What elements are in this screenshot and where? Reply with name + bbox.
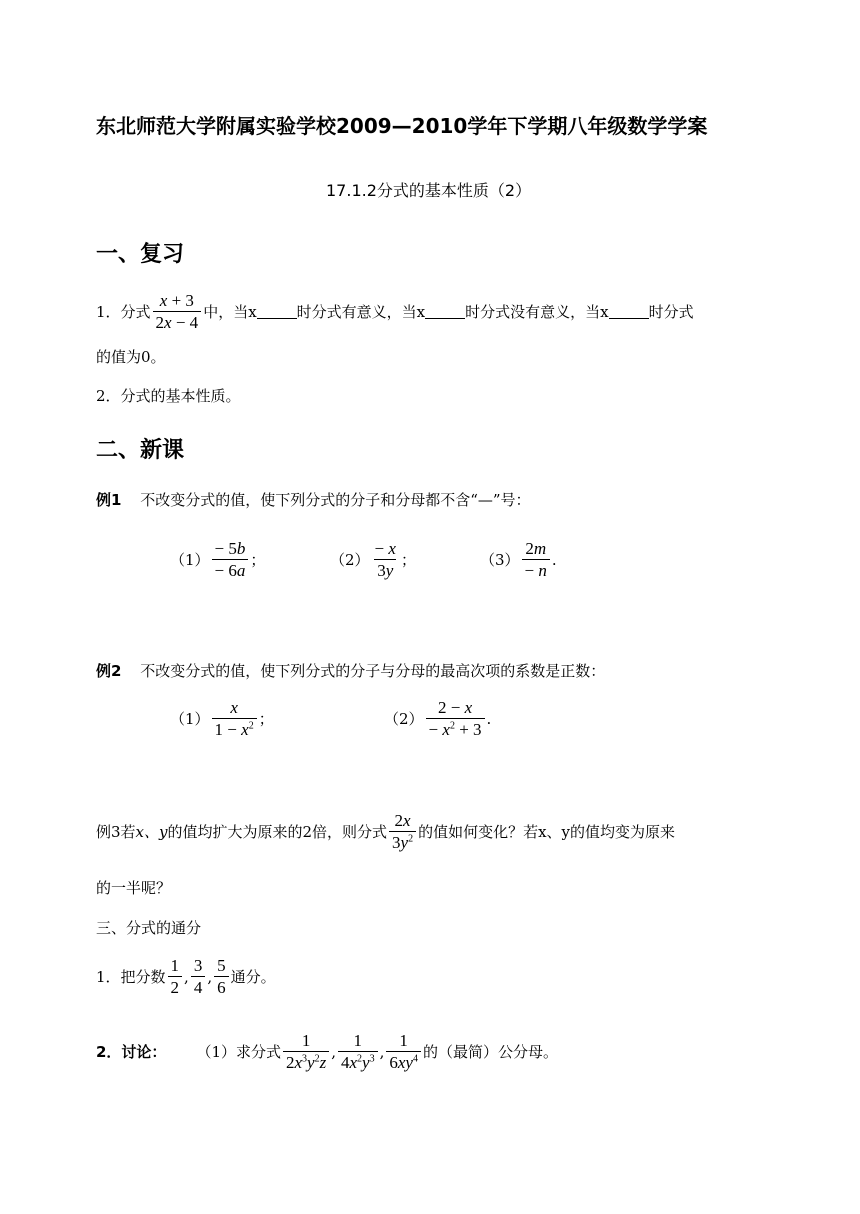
comma: , <box>331 1042 336 1061</box>
common-q2-text-a: （1）求分式 <box>196 1043 281 1062</box>
example-2-item-1 <box>170 697 274 741</box>
fraction-3-over-4: $\frac{3}{4}$ <box>191 955 206 999</box>
answer-blank-3[interactable] <box>609 304 649 319</box>
common-question-2 <box>96 1030 558 1074</box>
fraction-x-plus-3-over-2x-minus-4: $\frac{x + 3}{2x - 4}$ <box>153 290 202 334</box>
semicolon: ； <box>400 551 416 570</box>
fraction-5-over-6: $\frac{5}{6}$ <box>214 955 229 999</box>
review-q1-text-e: 时分式 <box>648 303 694 322</box>
example-3 <box>96 810 675 854</box>
answer-blank-1[interactable] <box>257 304 297 319</box>
discussion-label: 2．讨论： <box>96 1043 167 1062</box>
comma: , <box>184 967 189 986</box>
fraction-1-over-6xy4: $\frac{1}{6xy^4}$ <box>386 1030 421 1074</box>
section-newlesson-heading: 二、新课 <box>96 438 185 463</box>
example-3-line2: 的一半呢？ <box>96 879 172 897</box>
fraction-1-over-4x2y3: $\frac{1}{4x^2y^3}$ <box>338 1030 378 1074</box>
item-number: （1） <box>170 551 210 570</box>
example-1-label: 例1 <box>96 491 122 509</box>
period: . <box>551 550 557 569</box>
fraction-neg5b-over-neg6a: $\frac{- 5b}{- 6a}$ <box>212 538 249 582</box>
review-q1-text-d: 时分式没有意义，当x <box>465 303 609 322</box>
review-q1-line2: 的值为0。 <box>96 348 166 366</box>
answer-blank-2[interactable] <box>425 304 465 319</box>
fraction-2x-over-3y2: $\frac{2x}{3y^2}$ <box>389 810 416 854</box>
fraction-1-over-2: $\frac{1}{2}$ <box>168 955 183 999</box>
example-3-text-e: x、y的值均变为原来 <box>538 823 676 842</box>
semicolon: ； <box>250 551 266 570</box>
review-q1-text-c: 时分式有意义，当x <box>296 303 426 322</box>
item-number: （2） <box>330 551 370 570</box>
comma: , <box>379 1042 385 1061</box>
item-number: （2） <box>384 710 424 729</box>
example-3-text-d: 的值如何变化？若 <box>418 823 539 842</box>
page-subtitle: 17.1.2分式的基本性质（2） <box>326 181 532 200</box>
example-3-text-c: 的值均扩大为原来的2倍，则分式 <box>167 823 388 842</box>
fraction-2m-over-negn: $\frac{2m}{- n}$ <box>522 538 550 582</box>
example-1 <box>96 489 531 510</box>
review-q1-text-b: 中，当x <box>203 303 257 322</box>
comma: , <box>207 967 213 986</box>
section-review-heading: 一、复习 <box>96 242 185 267</box>
fraction-negx-over-3y: $\frac{- x}{3y}$ <box>374 539 396 581</box>
example-2-label: 例2 <box>96 662 122 680</box>
common-question-1 <box>96 955 276 999</box>
example-1-text: 不改变分式的值，使下列分式的分子和分母都不含“—”号： <box>140 491 531 509</box>
fraction-x-over-1-minus-x2: $\frac{x}{1 - x^2}$ <box>212 697 257 741</box>
example-1-item-2 <box>330 538 416 582</box>
common-q1-text-a: 1．把分数 <box>96 968 166 987</box>
review-question-2: 2．分式的基本性质。 <box>96 387 241 405</box>
example-1-item-1 <box>170 538 265 582</box>
example-2-text: 不改变分式的值，使下列分式的分子与分母的最高次项的系数是正数： <box>140 662 606 680</box>
review-q1-text-a: 1．分式 <box>96 303 151 322</box>
period: . <box>486 709 492 728</box>
common-q1-text-b: 通分。 <box>230 968 276 987</box>
example-2 <box>96 660 605 681</box>
fraction-2-minus-x-over-negx2-plus-3: $\frac{2 - x}{- x^2 + 3}$ <box>426 697 485 741</box>
example-1-item-3 <box>480 538 557 582</box>
semicolon: ； <box>258 710 274 729</box>
example-3-text-a: 例3若 <box>96 823 136 842</box>
item-number: （1） <box>170 710 210 729</box>
section-common-heading: 三、分式的通分 <box>96 919 202 937</box>
fraction-1-over-2x3y2z: $\frac{1}{2x^3y^2z}$ <box>283 1030 329 1074</box>
item-number: （3） <box>480 551 520 570</box>
page-title: 东北师范大学附属实验学校2009—2010学年下学期八年级数学学案 <box>96 114 708 138</box>
example-2-item-2 <box>384 697 491 741</box>
review-question-1 <box>96 290 694 334</box>
example-3-vars: x、y <box>135 823 168 842</box>
common-q2-text-b: 的（最简）公分母。 <box>422 1043 558 1062</box>
